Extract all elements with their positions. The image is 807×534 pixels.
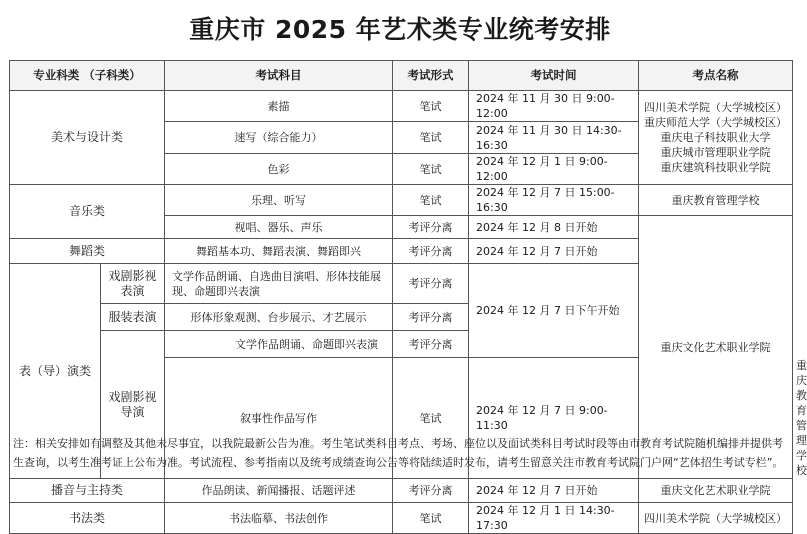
venue-item: 重庆建筑科技职业学院 [660,161,771,174]
format-cell: 笔试 [393,503,469,534]
table-header-row [10,61,793,91]
time-cell: 2024 年 12 月 7 日 9:00-11:30 [469,358,639,479]
time-cell: 2024 年 11 月 30 日 9:00-12:00 [469,91,639,122]
subject-cell: 书法临摹、书法创作 [165,503,393,534]
time-cell: 2024 年 12 月 7 日开始 [469,479,639,503]
venue-item: 重庆电子科技职业大学 [660,131,771,144]
time-cell: 2024 年 12 月 1 日 9:00-12:00 [469,154,639,185]
venue-item: 重庆城市管理职业学院 [660,146,771,159]
subject-cell: 视唱、器乐、声乐 [165,216,393,239]
venue-item: 四川美术学院（大学城校区） [644,101,788,114]
subcategory-drama-directing: 戏剧影视导演 [101,331,165,479]
subject-cell: 文学作品朗诵、自选曲目演唱、形体技能展现、命题即兴表演 [165,264,393,304]
header-subject: 考试科目 [165,61,393,91]
table-row: 叙事性作品写作 笔试 2024 年 12 月 7 日 9:00-11:30 重庆教育管理学校 [10,358,793,479]
table-row [10,479,793,503]
category-calligraphy: 书法类 [10,503,165,534]
table-row [10,503,793,534]
category-dance: 舞蹈类 [10,239,165,264]
category-music: 音乐类 [10,185,165,239]
format-cell: 考评分离 [393,239,469,264]
venue-list-art-design [639,91,793,185]
format-cell: 考评分离 [393,479,469,503]
subject-cell: 作品朗读、新闻播报、话题评述 [165,479,393,503]
format-cell: 考评分离 [393,216,469,239]
subject-cell: 文学作品朗诵、命题即兴表演 [165,331,393,358]
venue-item: 重庆师范大学（大学城校区） [644,116,788,129]
subject-cell: 叙事性作品写作 [165,358,393,479]
venue-cell: 重庆教育管理学校 [639,185,793,216]
header-venue: 考点名称 [639,61,793,91]
category-broadcast: 播音与主持类 [10,479,165,503]
time-cell: 2024 年 12 月 7 日开始 [469,239,639,264]
format-cell: 笔试 [393,91,469,122]
time-cell: 2024 年 12 月 7 日 15:00-16:30 [469,185,639,216]
venue-cell: 四川美术学院（大学城校区） [639,503,793,534]
subcategory-costume: 服装表演 [101,304,165,331]
category-art-design: 美术与设计类 [10,91,165,185]
subject-cell: 速写（综合能力） [165,122,393,154]
footnote: 注：相关安排如有调整及其他未尽事宜，以我院最新公告为准。考生笔试类科目考点、考场、座位以及面试类科目考试时段等由市教育考试院随机编排并提供考生查询，以考生准考证上公布为准。考试流程、参考指南以及统考成绩查询公告等将陆续适时发布，请考生留意关注市教育考试院门户网“艺体招生考试专栏”。 [13,437,784,469]
format-cell: 考评分离 [393,264,469,304]
venue-cell-shared: 重庆文化艺术职业学院 [639,216,793,479]
format-cell: 笔试 [393,185,469,216]
header-time: 考试时间 [469,61,639,91]
page-title: 重庆市 2025 年艺术类专业统考安排 [189,15,611,44]
format-cell: 笔试 [393,154,469,185]
header-category: 专业科类 （子科类） [10,61,165,91]
time-cell-shared: 2024 年 12 月 7 日下午开始 [469,264,639,358]
format-cell: 笔试 [393,122,469,154]
time-cell: 2024 年 11 月 30 日 14:30-16:30 [469,122,639,154]
subject-cell: 素描 [165,91,393,122]
time-cell: 2024 年 12 月 1 日 14:30-17:30 [469,503,639,534]
venue-cell: 重庆文化艺术职业学院 [639,479,793,503]
subject-cell: 形体形象观测、台步展示、才艺展示 [165,304,393,331]
header-format: 考试形式 [393,61,469,91]
format-cell: 笔试 [393,358,469,479]
table-row [10,91,793,122]
subject-cell: 乐理、听写 [165,185,393,216]
subject-cell: 色彩 [165,154,393,185]
table-row [10,185,793,216]
category-performance: 表（导）演类 [10,264,101,479]
subcategory-drama-performance: 戏剧影视表演 [101,264,165,304]
format-cell: 考评分离 [393,331,469,358]
format-cell: 考评分离 [393,304,469,331]
time-cell: 2024 年 12 月 8 日开始 [469,216,639,239]
subject-cell: 舞蹈基本功、舞蹈表演、舞蹈即兴 [165,239,393,264]
